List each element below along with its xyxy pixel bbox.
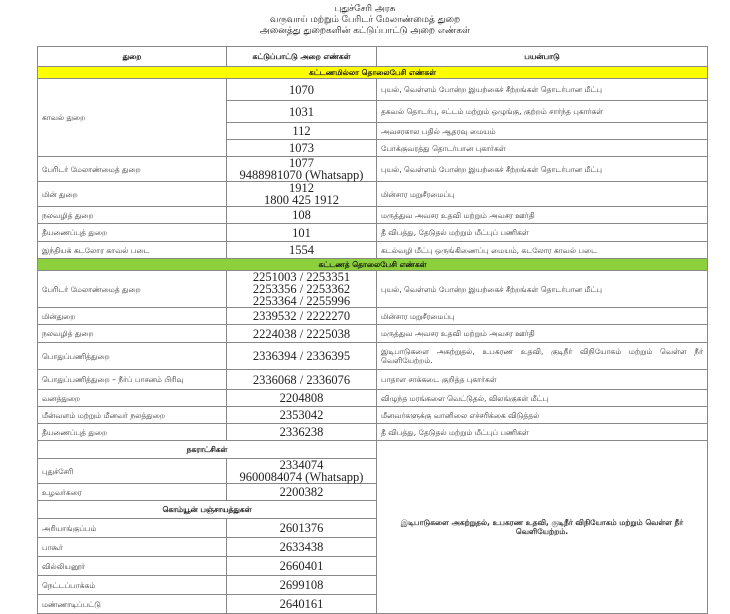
table-row	[38, 343, 708, 370]
usage-cell: தீ விபத்து, தேடுதல் மற்றும் மீட்புப் பணிகள்	[377, 424, 708, 441]
section-tollfree	[38, 67, 708, 79]
number-cell: 2200382	[227, 484, 377, 501]
number: 2334074	[279, 458, 324, 472]
number: 1800 425 1912	[264, 193, 339, 207]
usage-cell: மருத்துவ அவசர உதவி மற்றும் அவசர ஊர்தி	[377, 207, 708, 224]
table-row	[38, 370, 708, 390]
table-row	[38, 79, 708, 101]
number: 2251003 / 2253351	[252, 270, 351, 284]
dept-cell: பொதுப்பணித்துறை – நீர்ப் பாசனம் பிரிவு	[38, 370, 227, 390]
dept-cell: நெட்டப்பாக்கம்	[38, 576, 227, 595]
usage-cell: புயல், வெள்ளம் போன்ற இயற்கைச் சீற்றங்கள் தொடர்பான மீட்பு	[377, 271, 708, 308]
dept-cell: மின்துறை	[38, 308, 227, 325]
table-header-row	[38, 47, 708, 67]
usage-cell: இடிபாடுகளை அகற்றுதல், உபகரண உதவி, குடிநீர் விநியோகம் மற்றும் வெள்ள நீர் வெளியேற்றம்.	[377, 343, 708, 370]
number-cell	[227, 459, 377, 484]
header-line-2: வருவாய் மற்றும் பேரிடர் மேலாண்மைத் துறை	[269, 15, 461, 25]
dept-cell: வனத்துறை	[38, 390, 227, 407]
dept-cell: தீயணைப்புத் துறை	[38, 424, 227, 441]
dept-cell: உழவர்கரை	[38, 484, 227, 501]
number-cell	[227, 271, 377, 308]
section-title: கட்டணத் தொலைபேசி எண்கள்	[38, 259, 708, 271]
merged-usage-cell: இடிபாடுகளை அகற்றுதல், உபகரண உதவி, குடிநீர் விநியோகம் மற்றும் வெள்ள நீர் வெளியேற்றம்.	[377, 441, 708, 614]
number-cell	[227, 157, 377, 182]
usage-cell: அவசரகால பதில் ஆதரவு மையம்	[377, 123, 708, 140]
number-cell: 2336068 / 2336076	[227, 370, 377, 390]
number-cell: 108	[227, 207, 377, 224]
dept-cell: பாகூர்	[38, 538, 227, 557]
number-cell: 2601376	[227, 519, 377, 538]
control-room-table	[37, 46, 708, 614]
usage-cell: விழுந்த மரங்களை வெட்டுதல், விலங்குகள் மீட்பு	[377, 390, 708, 407]
number-cell: 2660401	[227, 557, 377, 576]
section-title: நகராட்சிகள்	[38, 441, 377, 459]
number: 2253356 / 2253362	[252, 282, 351, 296]
table-row	[38, 242, 708, 259]
dept-cell: இந்தியக் கடலோர காவல் படை	[38, 242, 227, 259]
number-cell: 2699108	[227, 576, 377, 595]
number-cell: 2224038 / 2225038	[227, 325, 377, 343]
dept-cell: மண்ணாடிப்பட்டு	[38, 595, 227, 614]
dept-cell: பேரிடர் மேலாண்மைத் துறை	[38, 271, 227, 308]
usage-cell: மின்சார மறுசீரமைப்பு	[377, 182, 708, 207]
number-cell: 101	[227, 224, 377, 242]
header-line-3: அனைத்து துறைகளின் கட்டுப்பாட்டு அறை எண்கள்	[259, 26, 471, 36]
table-row	[38, 424, 708, 441]
usage-cell: கடல்வழி மீட்பு ஒருங்கிணைப்பு மையம், கடலோர காவல் படை	[377, 242, 708, 259]
number-cell: 2204808	[227, 390, 377, 407]
usage-cell: மின்சார மறுசீரமைப்பு	[377, 308, 708, 325]
table-row	[38, 308, 708, 325]
dept-cell: மீன்வளம் மற்றும் மீனவர் நலத்துறை	[38, 407, 227, 424]
number-cell: 2339532 / 2222270	[227, 308, 377, 325]
col-header-numbers: கட்டுப்பாட்டு அறை எண்கள்	[227, 47, 377, 67]
number: 9488981070 (Whatsapp)	[239, 168, 364, 182]
section-title: கட்டணமில்லா தொலைபேசி எண்கள்	[38, 67, 708, 79]
dept-cell: வில்லியனூர்	[38, 557, 227, 576]
usage-cell: தகவல் தொடர்பு, சட்டம் மற்றும் ஒழுங்கு, குற்றம் சார்ந்த புகார்கள்	[377, 101, 708, 123]
number-cell: 2633438	[227, 538, 377, 557]
number-cell: 1554	[227, 242, 377, 259]
number-cell: 2640161	[227, 595, 377, 614]
dept-cell: புதுச்சேரி	[38, 459, 227, 484]
usage-cell: தீ விபத்து, தேடுதல் மற்றும் மீட்புப் பணிகள்	[377, 224, 708, 242]
dept-cell: நலவழித் துறை	[38, 325, 227, 343]
usage-cell: புயல், வெள்ளம் போன்ற இயற்கைச் சீற்றங்கள் தொடர்பான மீட்பு	[377, 157, 708, 182]
usage-cell: மீனவர்களுக்கு வானிலை எச்சரிக்கை விடுத்தல்	[377, 407, 708, 424]
dept-cell: தீயணைப்புத் துறை	[38, 224, 227, 242]
usage-cell: புயல், வெள்ளம் போன்ற இயற்கைச் சீற்றங்கள் தொடர்பான மீட்பு	[377, 79, 708, 101]
table-row	[38, 207, 708, 224]
table-row	[38, 271, 708, 308]
dept-cell: பொதுப்பணித்துறை	[38, 343, 227, 370]
header-line-1: புதுச்சேரி அரசு	[334, 4, 396, 14]
section-title: கொம்யூன் பஞ்சாயத்துகள்	[38, 501, 377, 519]
number-cell: 2336394 / 2336395	[227, 343, 377, 370]
usage-cell: மருத்துவ அவசர உதவி மற்றும் அவசர ஊர்தி	[377, 325, 708, 343]
table-row	[38, 390, 708, 407]
number-cell: 1073	[227, 140, 377, 157]
table-row	[38, 224, 708, 242]
table-row	[38, 157, 708, 182]
number-cell: 2336238	[227, 424, 377, 441]
number: 9600084074 (Whatsapp)	[239, 470, 364, 484]
table-row	[38, 407, 708, 424]
number-cell: 1031	[227, 101, 377, 123]
section-paid	[38, 259, 708, 271]
number-cell: 112	[227, 123, 377, 140]
usage-cell: போக்குவரத்து தொடர்பான புகார்கள்	[377, 140, 708, 157]
number-cell	[227, 182, 377, 207]
dept-cell: காவல் துறை	[38, 79, 227, 157]
table-row	[38, 182, 708, 207]
number: 1077	[289, 156, 314, 170]
number-cell: 1070	[227, 79, 377, 101]
dept-cell: அரியாங்குப்பம்	[38, 519, 227, 538]
number-cell: 2353042	[227, 407, 377, 424]
usage-cell: பாதாள சாக்கடை குறித்த புகார்கள்	[377, 370, 708, 390]
section-municipal	[38, 441, 708, 459]
table-row	[38, 325, 708, 343]
number: 1912	[289, 181, 314, 195]
dept-cell: நலவழித் துறை	[38, 207, 227, 224]
col-header-usage: பயன்பாடு	[377, 47, 708, 67]
dept-cell: பேரிடர் மேலாண்மைத் துறை	[38, 157, 227, 182]
number: 2253364 / 2255996	[252, 294, 351, 308]
col-header-department: துறை	[38, 47, 227, 67]
dept-cell: மின் துறை	[38, 182, 227, 207]
